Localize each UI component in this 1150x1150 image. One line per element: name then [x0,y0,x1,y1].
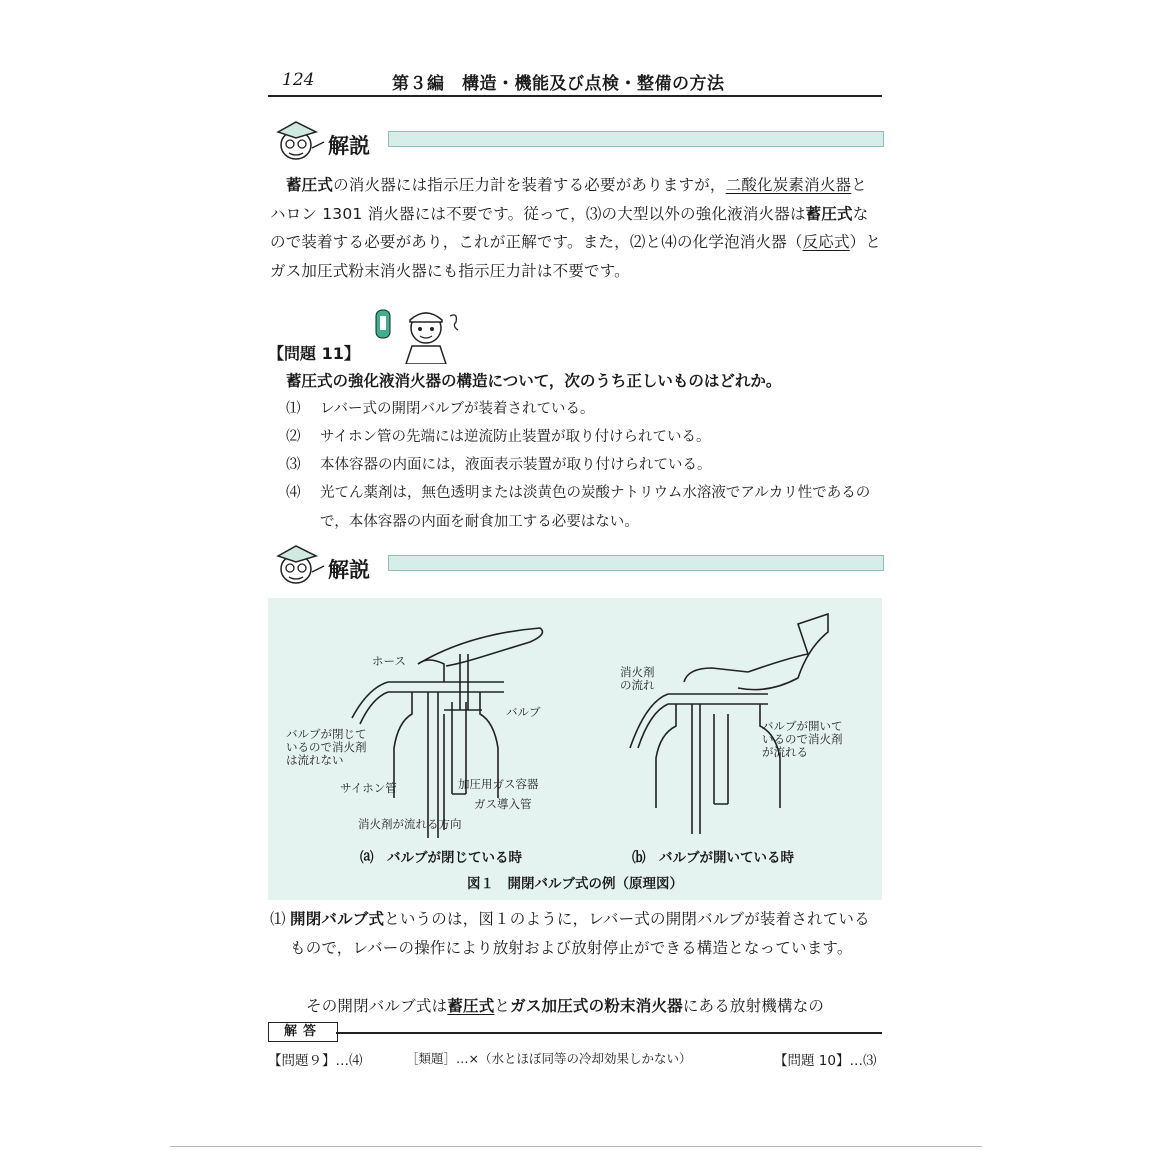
figure-1 [268,598,882,900]
underlined-text: 反応式 [802,233,850,251]
problem-title: 【問題 11】 [268,344,360,363]
note-line: バルブが閉じて [286,727,367,741]
subcaption-a: ⒜ バルブが閉じている時 [360,850,522,866]
label-siphon-tube: サイホン管 [340,781,397,795]
professor-mascot-icon [270,118,328,162]
option-text: 本体容器の内面には，液面表示装置が取り付けられている。 [320,457,712,473]
answers-rule [336,1032,882,1034]
note-line: は流れない [286,753,344,767]
note-line: が流れる [762,745,808,759]
note-line: 消火剤 [620,665,655,679]
label-hose: ホース [372,654,406,668]
answer-problem-10: 【問題 10】…⑶ [774,1053,877,1069]
option-number: ⑴ [286,401,301,417]
text-segment: と [494,997,511,1015]
answer-problem-9: 【問題９】…⑷ [268,1053,363,1069]
kaisetsu-accent-bar [388,555,884,571]
option-text: レバー式の開閉バルブが装着されている。 [320,401,595,417]
answer-similar-problem: ［類題］…×（水とほぼ同等の冷却効果しかない） [406,1051,692,1066]
problem-question: 蓄圧式の強化液消火器の構造について，次のうち正しいものはどれか。 [286,372,782,390]
kaisetsu-heading-1 [270,118,882,166]
emphasis-text: 蓄圧式 [805,204,853,223]
option-3 [286,451,882,480]
option-text: 光てん薬剤は，無色透明または淡黄色の炭酸ナトリウム水溶液でアルカリ性であるので，本体容器の内面を耐食加工する必要はない。 [320,485,871,530]
text-segment: とハロン 1301 消火器には不要です。従って，⑶の大型以外の強化液消火器は [270,176,867,223]
explanation-paragraph-1 [270,171,882,285]
subcaption-b: ⒝ バルブが開いている時 [632,850,794,866]
underlined-text: 二酸化炭素消火器 [725,176,852,194]
emphasis-text: 開閉バルブ式 [290,910,385,928]
figure-caption: 図１ 開閉バルブ式の例（原理図） [467,876,683,892]
emphasis-text: 蓄圧式 [286,176,334,194]
page-number: 124 [282,70,315,90]
label-gas-tube: ガス導入管 [474,797,532,811]
note-line: いるので消火剤 [286,740,367,754]
option-text: サイホン管の先端には逆流防止装置が取り付けられている。 [320,429,711,445]
professor-mascot-icon [270,542,328,586]
inspector-mascot-icon [372,302,468,364]
kaisetsu-heading-2 [270,542,882,590]
header-rule [268,95,882,97]
text-segment: その開閉バルブ式は [306,997,448,1015]
note-line: いるので消火剤 [762,732,843,746]
explanation-paragraph-2 [270,905,882,962]
note-line: バルブが開いて [762,719,843,733]
label-flow-direction: 消火剤が流れる方向 [358,817,462,831]
option-4 [286,479,882,536]
explanation-paragraph-3 [270,992,918,1021]
text-segment: にある放射機構なの [682,997,825,1015]
option-number: ⑶ [286,457,301,473]
label-valve: バルブ [506,705,541,719]
kaisetsu-accent-bar [388,131,884,147]
answers-tag: 解答 [268,1022,338,1042]
label-valve-closed-note [286,728,367,767]
text-segment: ）とガス加圧式粉末消火器にも指示圧力計は不要です。 [270,233,882,280]
label-flow [620,666,655,692]
kaisetsu-label: 解説 [328,134,370,158]
item-number: ⑴ [270,910,286,928]
text-segment: というのは，図１のように，レバー式の開閉バルブが装着されているもので，レバーの操作により放射および放射停止ができる構造となっています。 [290,910,870,957]
text-segment: なので装着する必要があり，これが正解です。また，⑵と⑷の化学泡消火器（ [270,204,869,251]
note-line: の流れ [620,678,655,692]
text-segment: の消火器には指示圧力計を装着する必要がありますが， [333,176,726,194]
kaisetsu-label: 解説 [328,558,370,582]
label-gas-container: 加圧用ガス容器 [458,777,539,791]
option-2 [286,423,882,452]
option-1 [286,395,882,424]
label-valve-open-note [762,720,843,759]
chapter-title: 第３編 構造・機能及び点検・整備の方法 [392,74,725,94]
bottom-rule [170,1146,982,1147]
option-number: ⑵ [286,429,301,445]
emphasis-text: ガス加圧式の粉末消火器 [510,997,683,1015]
option-number: ⑷ [286,485,301,501]
emphasis-text: 蓄圧式 [447,997,495,1015]
